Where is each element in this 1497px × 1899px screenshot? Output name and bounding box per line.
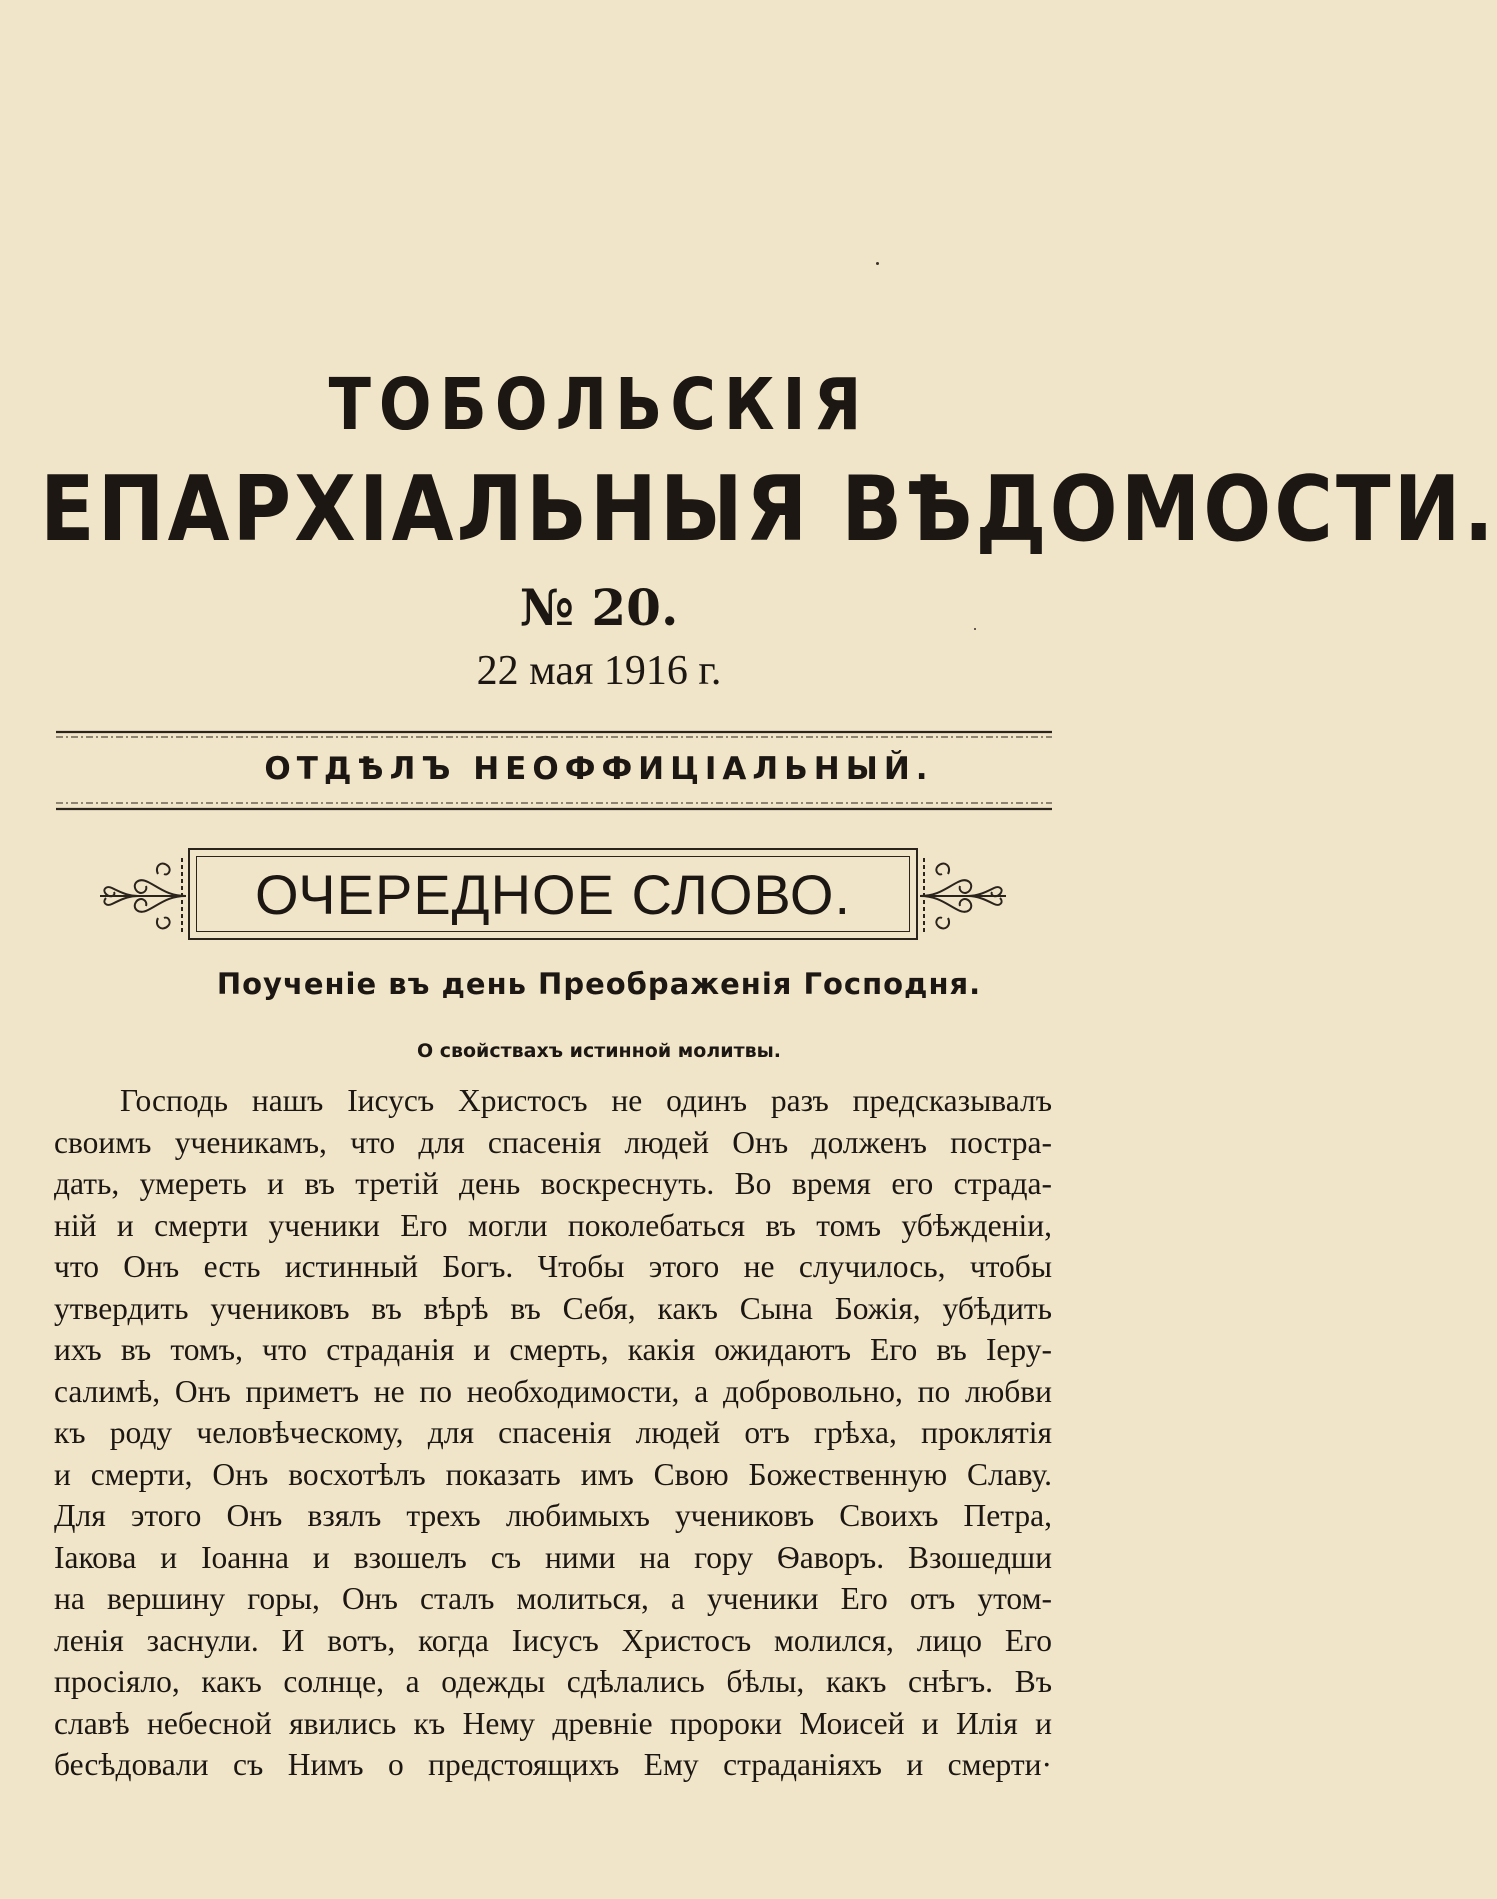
ornamental-rule-top xyxy=(56,729,1052,741)
paper-speck xyxy=(876,262,879,265)
article-body xyxy=(54,1080,1052,1786)
body-line: славѣ небесной явились къ Нему древніе пророки Моисей и Илія и xyxy=(54,1705,1052,1741)
body-line: Іакова и Іоанна и взошелъ съ ними на гору Ѳаворъ. Взошедши xyxy=(54,1539,1052,1575)
article-subsubtitle: О свойствахъ истинной молитвы. xyxy=(416,1040,782,1062)
body-line: ихъ въ томъ, что страданія и смерть, какія ожидаютъ Его въ Іеру- xyxy=(54,1332,1052,1367)
flourish-left-icon xyxy=(98,852,188,940)
flourish-right-icon xyxy=(918,852,1008,940)
body-line: утвердить учениковъ въ вѣрѣ въ Себя, какъ Сына Божія, убѣдить xyxy=(54,1290,1052,1326)
body-line: къ роду человѣческому, для спасенія людей отъ грѣха, проклятія xyxy=(54,1415,1052,1450)
body-line: ній и смерти ученики Его могли поколебаться въ томъ убѣжденіи, xyxy=(54,1207,1052,1243)
body-line: и смерти, Онъ восхотѣлъ показать имъ Свою Божественную Славу. xyxy=(54,1456,1052,1492)
body-line: салимѣ, Онъ приметъ не по необходимости, а добровольно, по любви xyxy=(54,1373,1052,1409)
body-line: дать, умереть и въ третій день воскреснуть. Во время его страда- xyxy=(54,1166,1052,1201)
ornamental-rule-bottom xyxy=(56,800,1052,812)
body-line: просіяло, какъ солнце, а одежды сдѣлались бѣлы, какъ снѣгъ. Въ xyxy=(54,1664,1052,1699)
body-line: Господь нашъ Іисусъ Христосъ не одинъ разъ предсказывалъ xyxy=(120,1083,1052,1118)
body-line: своимъ ученикамъ, что для спасенія людей Онъ долженъ пострa- xyxy=(54,1124,1052,1160)
issue-number: № 20. xyxy=(519,578,679,637)
body-line: ленія заснули. И вотъ, когда Іисусъ Христосъ молился, лицо Его xyxy=(54,1622,1052,1658)
section-title: ОТДѢЛЪ НЕОФФИЦІАЛЬНЫЙ. xyxy=(264,751,934,787)
body-line: бесѣдовали съ Нимъ о предстоящихъ Ему страданіяхъ и смерти· xyxy=(54,1747,1052,1782)
article-heading: ОЧЕРЕДНОЕ СЛОВО. xyxy=(254,863,852,926)
issue-date: 22 мая 1916 г. xyxy=(476,648,722,694)
body-line: что Онъ есть истинный Богъ. Чтобы этого не случилось, чтобы xyxy=(54,1249,1052,1284)
body-line: Для этого Онъ взялъ трехъ любимыхъ учениковъ Своихъ Петра, xyxy=(54,1498,1052,1533)
article-subtitle: Поученіе въ день Преображенія Господня. xyxy=(216,967,982,1001)
body-line: на вершину горы, Онъ сталъ молиться, а ученики Его отъ утом- xyxy=(54,1581,1052,1616)
masthead-title-line1: ТОБОЛЬСКІЯ xyxy=(328,362,870,447)
masthead-title-line2: ЕПАРХІАЛЬНЫЯ ВѢДОМОСТИ. xyxy=(40,457,1497,562)
